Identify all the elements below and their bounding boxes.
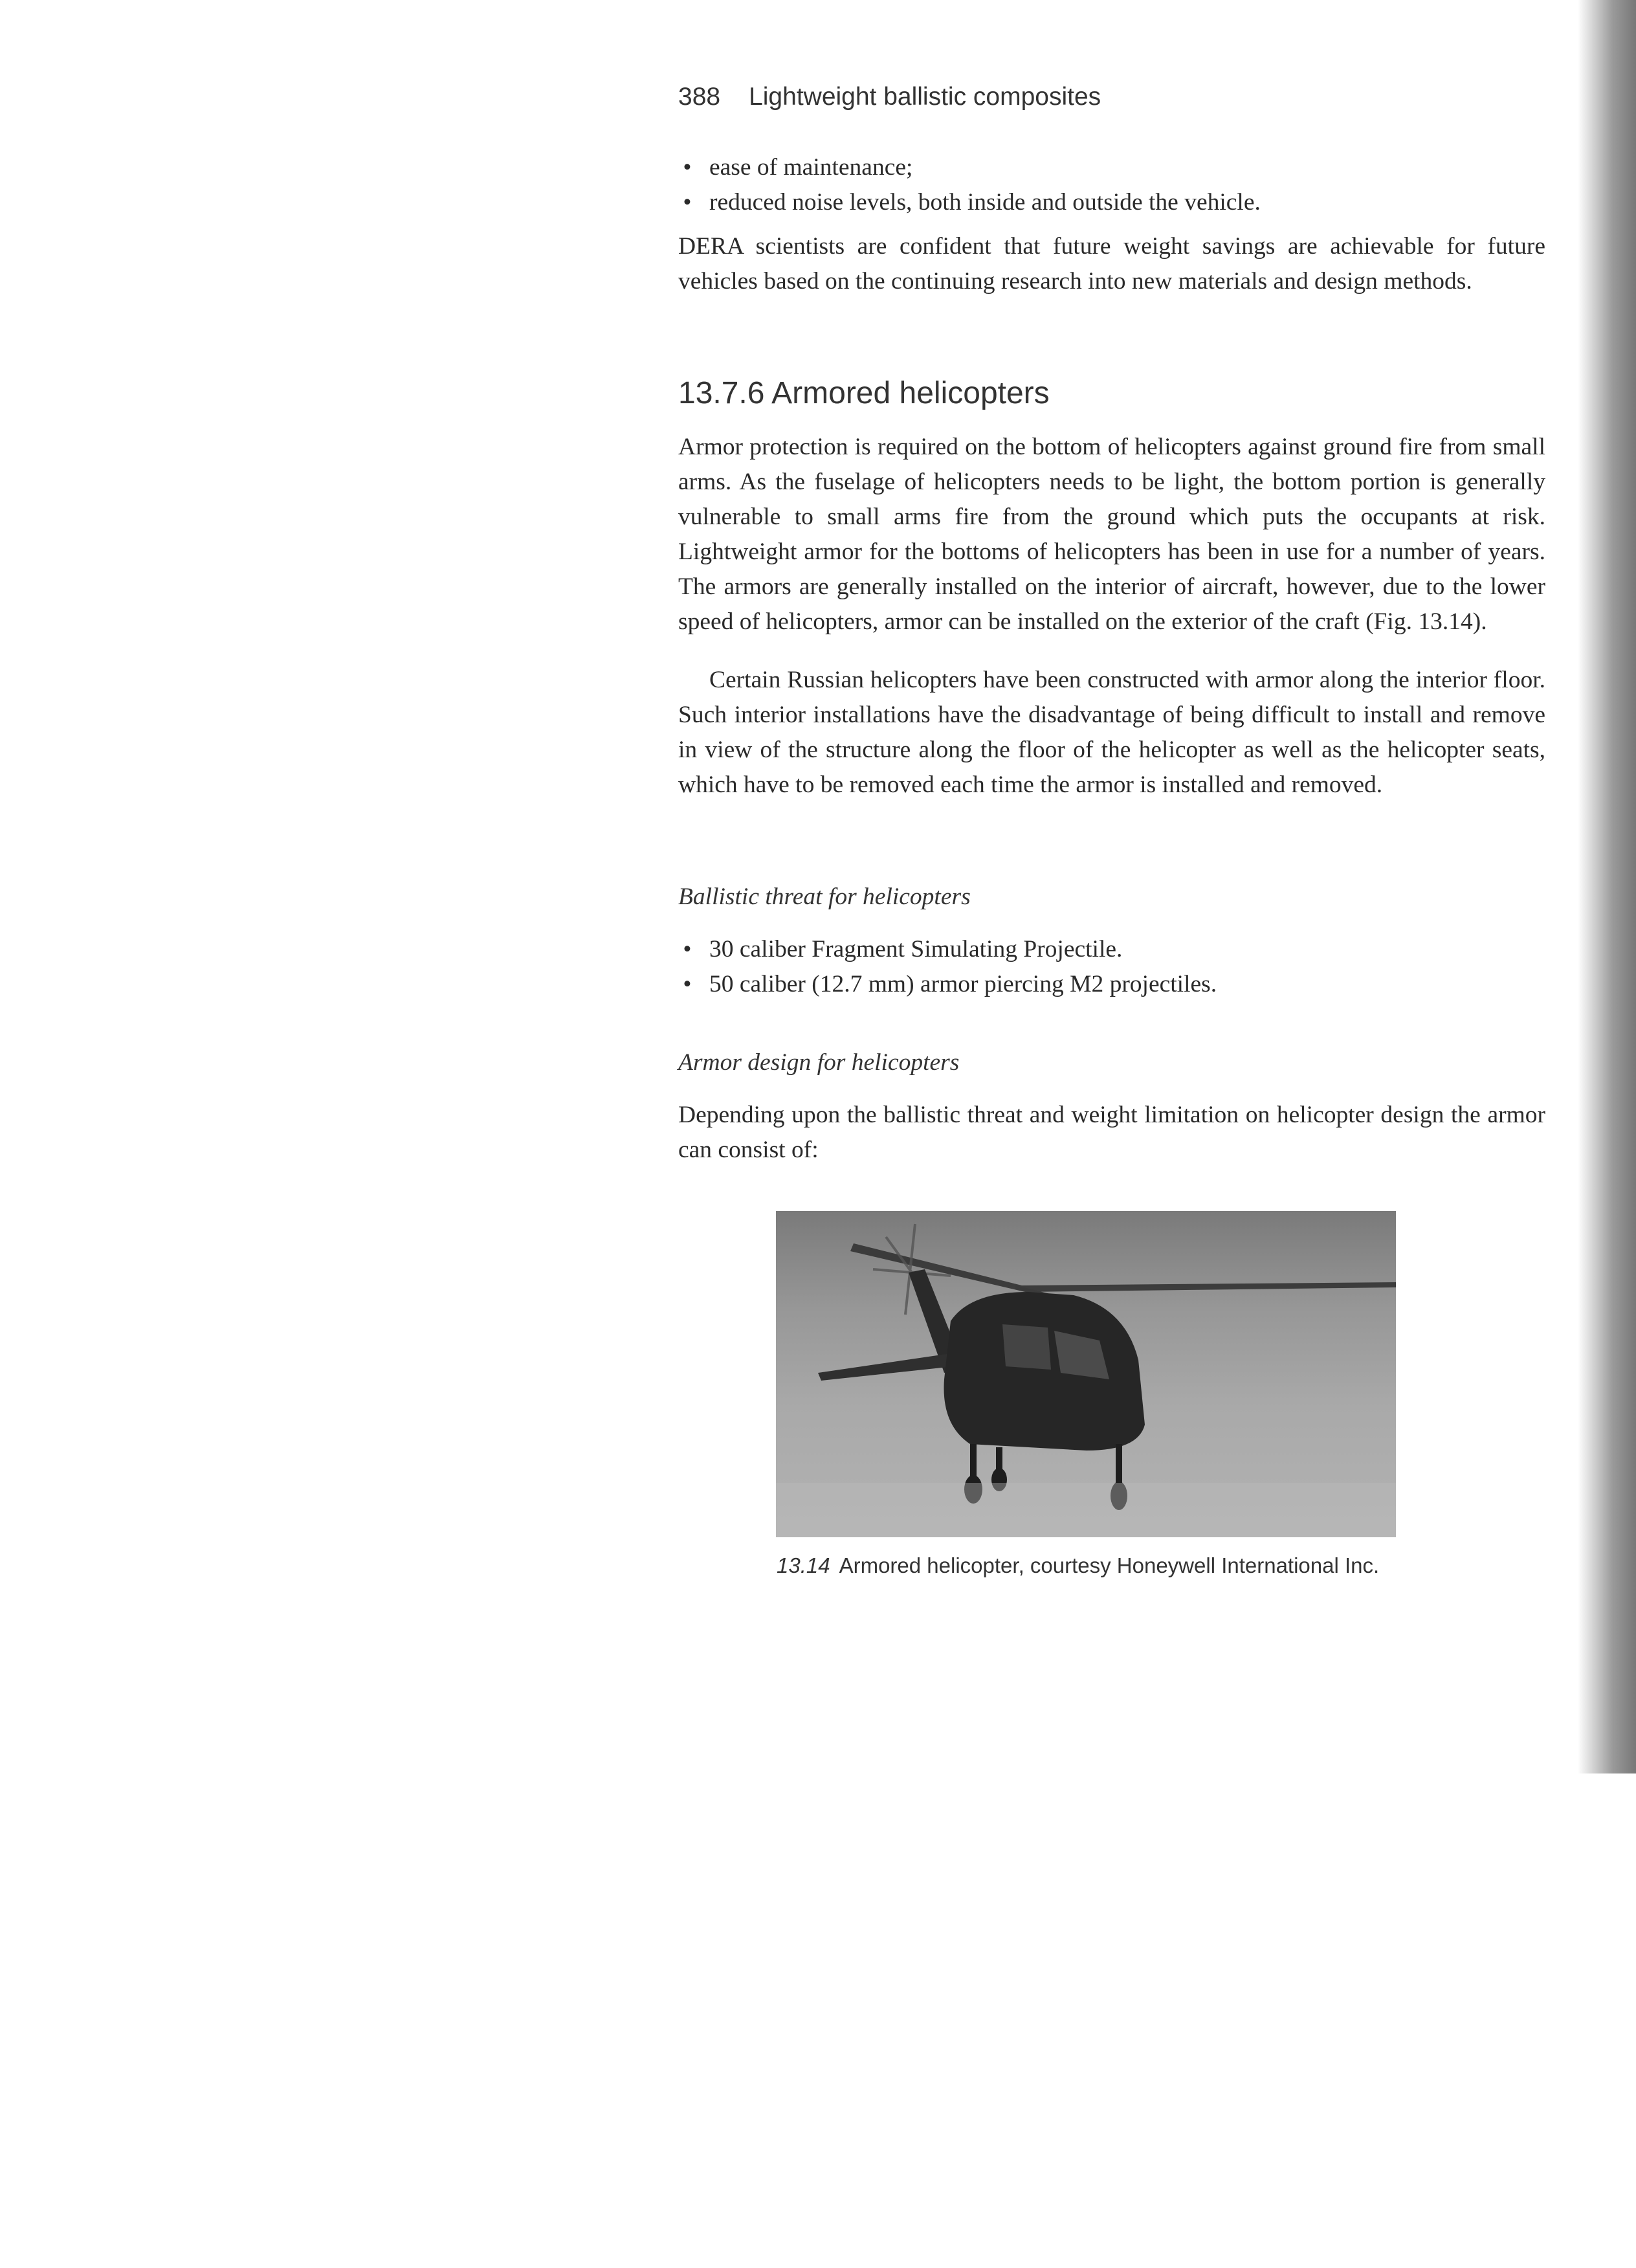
threat-subheading: Ballistic threat for helicopters — [678, 884, 971, 910]
figure-number: 13.14 — [777, 1553, 830, 1577]
bullet-icon: • — [683, 936, 692, 962]
helicopter-illustration — [776, 1211, 1396, 1537]
figure-caption — [777, 1553, 1379, 1578]
section-heading: 13.7.6 Armored helicopters — [678, 376, 1050, 410]
section-paragraph-2: Certain Russian helicopters have been constructed with armor along the interior floor. Such interior installations have the disadvantage of being difficult to install and remove in view of the structure along the floor of the helicopter as well as the helicopter seats, which have to be removed each time the armor is installed and removed. — [678, 667, 1545, 798]
bullet-icon: • — [683, 971, 692, 997]
list-item: • ease of maintenance; — [678, 150, 1545, 185]
list-item: • 30 caliber Fragment Simulating Projectile. — [678, 932, 1545, 967]
section-paragraph-1: Armor protection is required on the bottom of helicopters against ground fire from small arms. As the fuselage of helicopters needs to be light, the bottom portion is generally vulnerable to small arms fire from the ground which puts the occupants at risk. Lightweight armor for the bottoms of helicopters has been in use for a number of years. The armors are generally installed on the interior of aircraft, however, due to the lower speed of helicopters, armor can be installed on the exterior of the craft (Fig. 13.14). — [678, 434, 1545, 635]
page-number: 388 — [678, 83, 721, 111]
list-item: • 50 caliber (12.7 mm) armor piercing M2 projectiles. — [678, 967, 1545, 1002]
intro-paragraph: DERA scientists are confident that future weight savings are achievable for future vehicles based on the continuing research into new materials and design methods. — [678, 233, 1545, 295]
bullet-icon: • — [683, 189, 692, 216]
list-item: • reduced noise levels, both inside and outside the vehicle. — [678, 185, 1545, 220]
running-head-title: Lightweight ballistic composites — [749, 83, 1101, 111]
design-paragraph: Depending upon the ballistic threat and weight limitation on helicopter design the armor can consist of: — [678, 1102, 1545, 1163]
intro-bullet-list — [678, 150, 1545, 220]
helicopter-photo — [776, 1211, 1396, 1537]
page-shadow — [1578, 0, 1636, 1773]
running-head — [678, 83, 1101, 111]
threat-bullet-list — [678, 932, 1545, 1002]
design-subheading: Armor design for helicopters — [678, 1049, 960, 1076]
bullet-icon: • — [683, 154, 692, 181]
figure-caption-text: Armored helicopter, courtesy Honeywell International Inc. — [839, 1553, 1380, 1577]
